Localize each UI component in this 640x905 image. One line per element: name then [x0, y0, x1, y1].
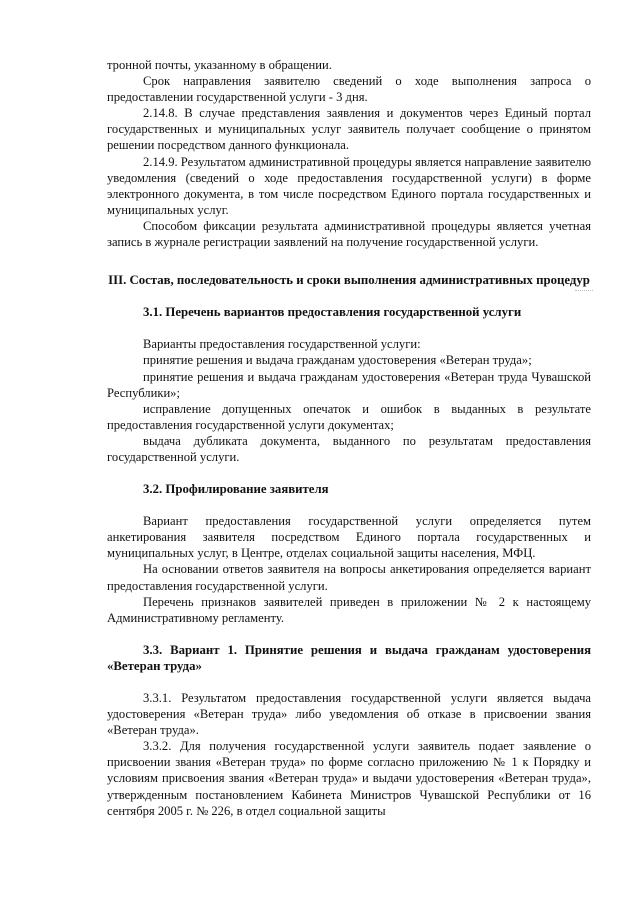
paragraph: исправление допущенных опечаток и ошибок в выданных в результате предоставления государственной услуги документах;	[107, 401, 591, 432]
paragraph: Вариант предоставления государственной услуги определяется путем анкетирования заявителя посредством Единого портала государственных и муниципальных услуг, в Центре, отделах социальной защиты населения, МФЦ.	[107, 514, 591, 561]
paragraph: На основании ответов заявителя на вопросы анкетирования определяется вариант предоставления государственной услуги.	[107, 562, 591, 593]
paragraph: 3.3.1. Результатом предоставления государственной услуги является выдача удостоверения «Ветеран труда» либо уведомления об отказе в присвоении звания «Ветеран труда».	[107, 691, 591, 738]
paragraph: принятие решения и выдача гражданам удостоверения «Ветеран труда»;	[143, 353, 532, 368]
paragraph: Варианты предоставления государственной услуги:	[143, 337, 421, 352]
paragraph: Способом фиксации результата административной процедуры является учетная запись в журнале регистрации заявлений на получение государственной услуги.	[107, 218, 591, 250]
subsection-heading: 3.1. Перечень вариантов предоставления государственной услуги	[143, 305, 522, 320]
paragraph: 2.14.8. В случае представления заявления и документов через Единый портал государственных и муниципальных услуг заявитель получает сообщение о принятом решении посредством данного функционала.	[107, 106, 591, 153]
paragraph: Срок направления заявителю сведений о ходе выполнения запроса о предоставлении государственной услуги - 3 дня.	[107, 74, 591, 105]
paragraph: Перечень признаков заявителей приведен в приложении № 2 к настоящему Административному регламенту.	[107, 594, 591, 625]
paragraph: выдача дубликата документа, выданного по результатам предоставления государственной услуги.	[107, 433, 591, 464]
document-body	[107, 57, 591, 819]
paragraph: тронной почты, указанному в обращении.	[107, 58, 332, 72]
subsection-heading: 3.2. Профилирование заявителя	[143, 482, 329, 497]
paragraph: 3.3.2. Для получения государственной услуги заявитель подает заявление о присвоении звания «Ветеран труда» по форме согласно приложению № 1 к Порядку и условиям присвоения звания «Ветеран труда» и выдачи удостоверения «Ветеран труда», утвержденным постановлением Кабинета Министров Чувашской Республики от 16 сентября 2005 г. № 226, в отдел социальной защиты	[107, 739, 591, 818]
paragraph: 2.14.9. Результатом административной процедуры является направление заявителю уведомления (сведений о ходе предоставления государственной услуги) в форме электронного документа, в том числе посредством Единого портала государственных и муниципальных услуг.	[107, 154, 591, 217]
section-title: III. Состав, последовательность и сроки выполнения административных процедур	[108, 273, 590, 288]
paragraph: принятие решения и выдача гражданам удостоверения «Ветеран труда Чувашской Республики»;	[107, 369, 591, 400]
subsection-heading: 3.3. Вариант 1. Принятие решения и выдача гражданам удостоверения «Ветеран труда»	[107, 642, 591, 673]
